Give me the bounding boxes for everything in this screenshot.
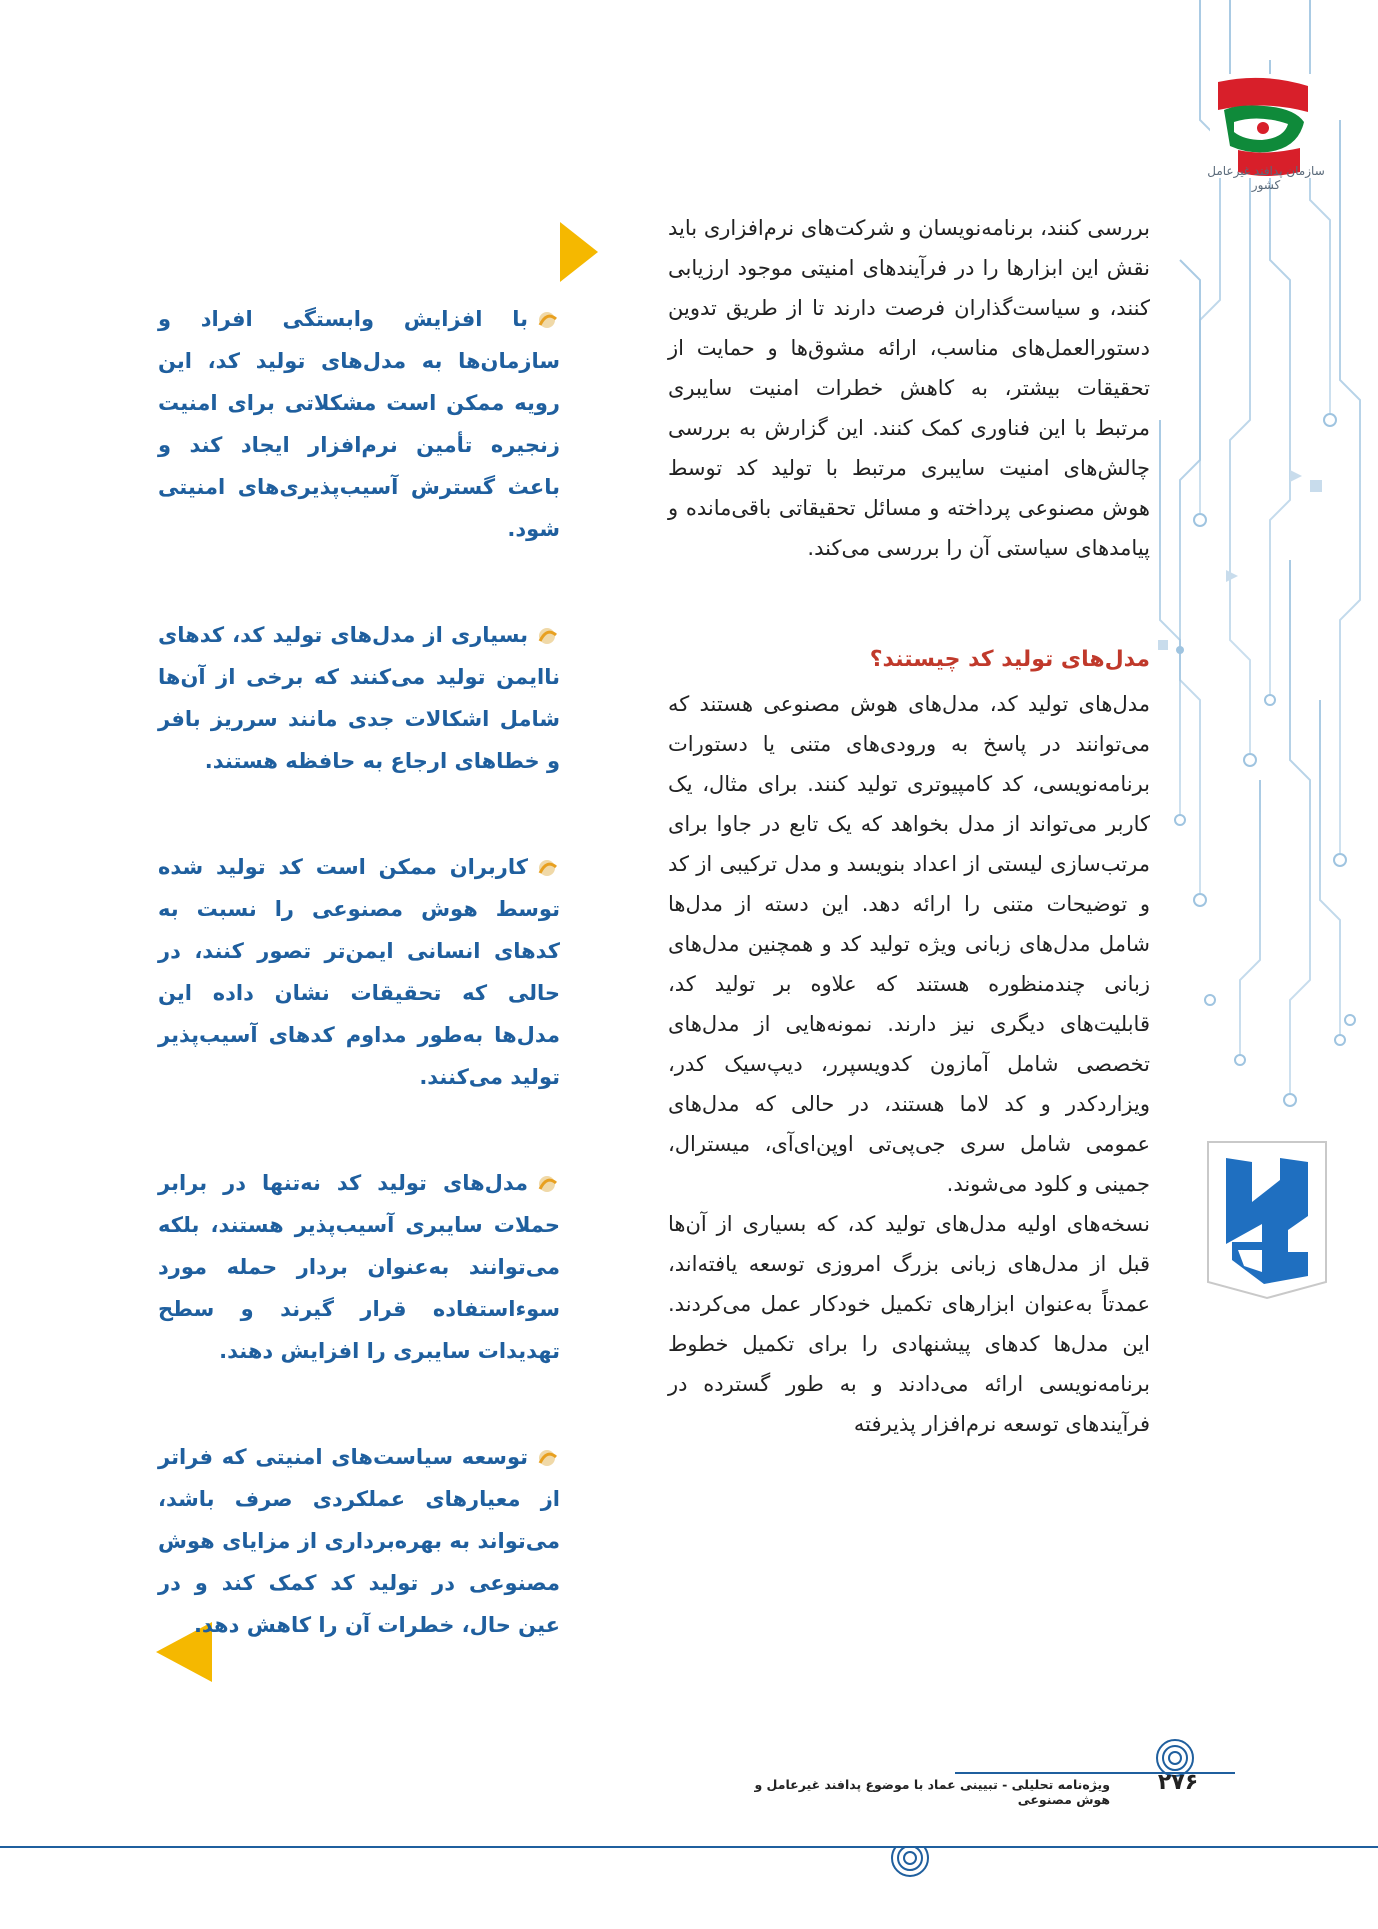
page-number: ۲۷۶ — [1157, 1770, 1199, 1795]
logo-caption: سازمان پدافند غیرعامل کشور — [1207, 164, 1325, 192]
bullet-icon — [534, 1447, 560, 1469]
bullet-icon — [534, 625, 560, 647]
body-paragraph-2: نسخه‌های اولیه مدل‌های تولید کد، که بسیاری از آن‌ها قبل از مدل‌های زبانی بزرگ امروزی توسعه یافته‌اند، عمدتاً به‌عنوان ابزارهای تکمیل خودکار عمل می‌کردند. این مدل‌ها کدهای پیشنهادی را برای تکمیل خطوط برنامه‌نویسی ارائه می‌دادند و به طور گسترده در فرآیندهای توسعه نرم‌افزار پذیرفته — [668, 1212, 1150, 1436]
body-paragraph-1: مدل‌های تولید کد، مدل‌های هوش مصنوعی هستند که می‌توانند در پاسخ به ورودی‌های متنی یا دستورات برنامه‌نویسی، کد کامپیوتری تولید کنند. برای مثال، یک کاربر می‌تواند از مدل بخواهد که یک تابع در جاوا برای مرتب‌سازی لیستی از اعداد بنویسد و مدل ترکیبی از کد و توضیحات متنی را ارائه دهد. این دسته از مدل‌ها شامل مدل‌های زبانی ویژه تولید کد و همچنین مدل‌های زبانی چندمنظوره هستند که علاوه بر تولید کد، قابلیت‌های دیگری نیز دارند. نمونه‌هایی از مدل‌های تخصصی شامل آمازون کدویسپرر، دیپ‌سیک کدر، ویزاردکدر و کد لاما هستند، در حالی که مدل‌های عمومی شامل سری جی‌پی‌تی اوپن‌ای‌آی، میسترال، جمینی و کلود می‌شوند. — [668, 692, 1150, 1196]
highlights-column — [158, 298, 560, 1710]
highlight-item: مدل‌های تولید کد نه‌تنها در برابر حملات سایبری آسیب‌پذیر هستند، بلکه می‌توانند به‌عنوان بردار حمله مورد سوءاستفاده قرار گیرند و سطح تهدیدات سایبری را افزایش دهند. — [158, 1171, 560, 1363]
highlight-item: کاربران ممکن است کد تولید شده توسط هوش مصنوعی را نسبت به کدهای انسانی ایمن‌تر تصور کنند، در حالی که تحقیقات نشان داده این مدل‌ها به‌طور مداوم کدهای آسیب‌پذیر تولید می‌کنند. — [158, 855, 560, 1089]
footer-publication-title: ویژه‌نامه تحلیلی - تبیینی عماد با موضوع پدافند غیرعامل و هوش مصنوعی — [754, 1777, 1110, 1807]
highlight-item: با افزایش وابستگی افراد و سازمان‌ها به مدل‌های تولید کد، این رویه ممکن است مشکلاتی برای امنیت زنجیره تأمین نرم‌افزار ایجاد کند و باعث گسترش آسیب‌پذیری‌های امنیتی شود. — [158, 307, 560, 541]
section-heading: مدل‌های تولید کد چیستند؟ — [869, 647, 1150, 672]
highlight-item: بسیاری از مدل‌های تولید کد، کدهای ناایمن تولید می‌کنند که برخی از آن‌ها شامل اشکالات جدی مانند سرریز بافر و خطاهای ارجاع به حافظه هستند. — [158, 623, 560, 773]
bullet-icon — [534, 309, 560, 331]
emad-logo-icon — [1192, 1132, 1342, 1302]
circuit-decoration — [1140, 0, 1378, 1929]
spiral-ornament-icon — [890, 1848, 930, 1888]
main-article — [668, 208, 1150, 1444]
intro-paragraph: بررسی کنند، برنامه‌نویسان و شرکت‌های نرم‌افزاری باید نقش این ابزارها را در فرآیندهای امنیتی موجود ارزیابی کنند، و سیاست‌گذاران فرصت دارند تا از طریق تدوین دستورالعمل‌های مناسب، ارائه مشوق‌ها و حمایت از تحقیقات بیشتر، به کاهش خطرات امنیت سایبری مرتبط با این فناوری کمک کنند. این گزارش به بررسی چالش‌های امنیت سایبری مرتبط با تولید کد توسط هوش مصنوعی پرداخته و مسائل تحقیقاتی باقی‌مانده و پیامدهای سیاستی آن را بررسی می‌کند. — [668, 216, 1150, 560]
footer-line — [0, 1846, 1378, 1848]
bullet-icon — [534, 857, 560, 879]
triangle-marker-icon — [560, 222, 600, 282]
bullet-icon — [534, 1173, 560, 1195]
highlight-item: توسعه سیاست‌های امنیتی که فراتر از معیارهای عملکردی صرف باشد، می‌تواند به بهره‌برداری از مزایای هوش مصنوعی در تولید کد کمک کند و در عین حال، خطرات آن را کاهش دهد. — [158, 1445, 560, 1637]
